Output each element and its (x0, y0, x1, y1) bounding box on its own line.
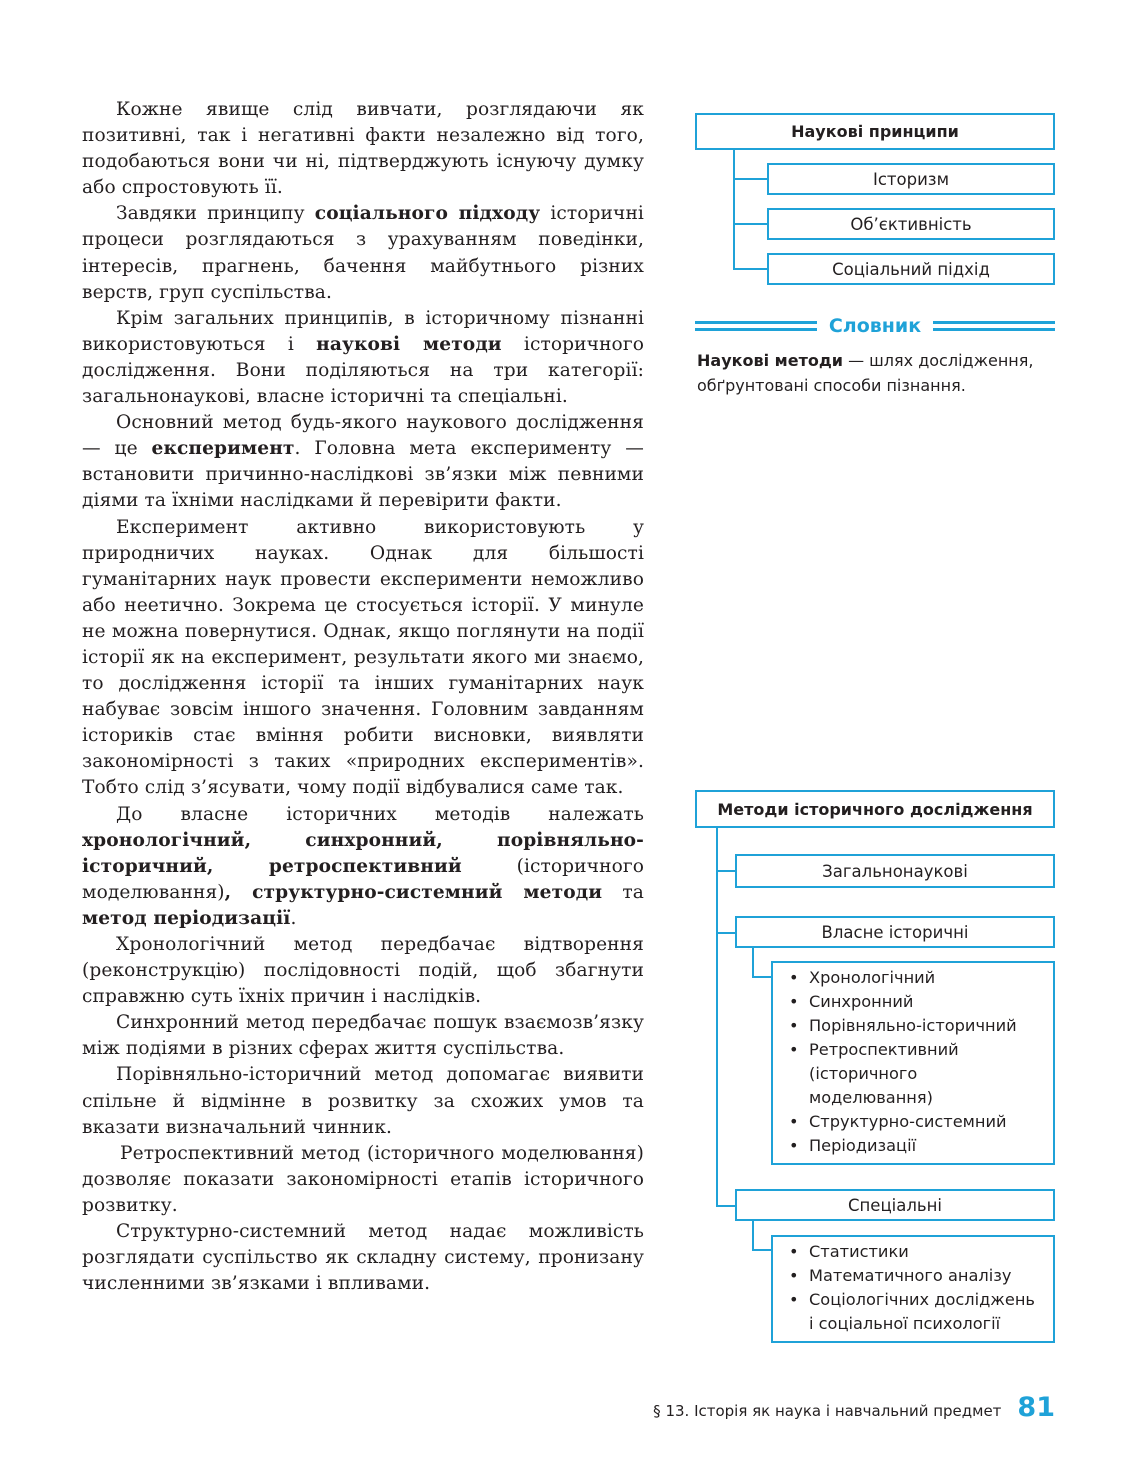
paragraph: Кожне явище слід вивчати, розглядаючи як позитивні, так і негативні факти незалежно від того, подобаються вони чи ні, підтверджують існуючу думку або спростовують її. (82, 99, 644, 199)
paragraph: Порівняльно-історичний метод допомагає виявити спільне й відмінне в розвитку за схожих умов та вказати визначальний чинник. (82, 1064, 644, 1138)
connector-line (733, 223, 768, 225)
dictionary-entry (697, 348, 1057, 398)
dictionary-stripes-right (933, 321, 1055, 331)
dictionary-header (695, 312, 1055, 340)
connector-line (716, 932, 736, 934)
list-item: • Ретроспективний (історичного моделювання) (787, 1038, 1045, 1110)
paragraph: Крім загальних принципів, в історичному пізнанні використовуються і наукові методи історичного дослідження. Вони поділяються на три категорії: загальнонаукові, власне історичні та спеціальні. (82, 307, 644, 408)
method-category-box (735, 916, 1055, 948)
method-category-box (735, 854, 1055, 888)
connector-line (716, 828, 718, 1207)
principle-box (767, 253, 1055, 285)
method-category-label: Власне історичні (821, 922, 969, 942)
list-item: • Соціологічних досліджень і соціальної психології (787, 1288, 1045, 1336)
list-item: • Хронологічний (787, 966, 1045, 990)
dictionary-definition: — шлях дослідження, обґрунтовані способи пізнання. (697, 351, 1034, 395)
principles-title-box (695, 113, 1055, 150)
list-item: • Синхронний (787, 990, 1045, 1014)
connector-line (733, 178, 768, 180)
paragraph: Ретроспективний метод (історичного моделювання) дозволяє показати закономірності етапів історичного розвитку. (82, 1142, 644, 1216)
connector-line (752, 1249, 772, 1251)
principle-box (767, 163, 1055, 195)
main-text-column (82, 97, 644, 1297)
page-number: 81 (1017, 1392, 1055, 1423)
page-footer (653, 1392, 1055, 1423)
methods-title-box (695, 790, 1055, 828)
paragraph: Завдяки принципу соціального підходу історичні процеси розглядаються з урахуванням поведінки, інтересів, прагнень, бачення майбутнього різних верств, груп суспільства. (82, 203, 644, 303)
list-item: • Порівняльно-історичний (787, 1014, 1045, 1038)
connector-line (716, 870, 736, 872)
dictionary-stripes-left (695, 321, 817, 331)
paragraph: Структурно-системний метод надає можливість розглядати суспільство як складну систему, пронизану численними зв’язками і впливами. (82, 1221, 644, 1295)
principle-label: Соціальний підхід (832, 259, 990, 279)
method-category-label: Загальнонаукові (822, 861, 968, 881)
connector-line (733, 150, 735, 270)
method-category-label: Спеціальні (847, 1195, 943, 1215)
dictionary-term: Наукові методи (697, 351, 843, 370)
special-methods-list (771, 1235, 1055, 1343)
list-item: • Статистики (787, 1240, 1045, 1264)
list-item: • Математичного аналізу (787, 1264, 1045, 1288)
connector-line (716, 1205, 736, 1207)
connector-line (752, 1221, 754, 1251)
connector-line (733, 268, 768, 270)
connector-line (752, 948, 754, 978)
method-category-box (735, 1189, 1055, 1221)
paragraph: Основний метод будь-якого наукового дослідження — це експеримент. Головна мета експерименту — встановити причинно-наслідкові зв’язки між певними діями та їхніми наслідками й перевірити факти. (82, 412, 644, 512)
connector-line (752, 976, 772, 978)
list-item: • Структурно-системний (787, 1110, 1045, 1134)
paragraph: Експеримент активно використовують у природничих науках. Однак для більшості гуманітарних наук провести експерименти неможливо або неетично. Зокрема це стосується історії. У минуле не можна повернутися. Однак, якщо поглянути на події історії як на експеримент, результати якого ми знаємо, то дослідження історії та інших гуманітарних наук набуває зовсім іншого значення. Головним завданням істориків стає вміння робити висновки, виявляти закономірності з таких «природних експериментів». Тобто слід з’ясувати, чому події відбувалися саме так. (82, 516, 644, 799)
principles-title: Наукові принципи (791, 122, 959, 141)
methods-title: Методи історичного дослідження (717, 799, 1033, 819)
section-title: § 13. Історія як наука і навчальний предмет (653, 1402, 1002, 1420)
paragraph: Хронологічний метод передбачає відтворення (реконструкцію) послідовності подій, щоб збагнути справжню суть їхніх причин і наслідків. (82, 934, 644, 1008)
paragraph: Синхронний метод передбачає пошук взаємозв’язку між подіями в різних сферах життя суспільства. (82, 1012, 644, 1060)
principle-label: Історизм (872, 169, 950, 189)
list-item: • Періодизації (787, 1134, 1045, 1158)
principle-box (767, 208, 1055, 240)
historical-methods-list (771, 961, 1055, 1165)
principle-label: Об’єктивність (850, 214, 972, 234)
paragraph: До власне історичних методів належать хронологічний, синхронний, порівняльно-історичний, ретроспективний (історичного моделювання), структурно-системний методи та метод періодизації. (82, 803, 644, 929)
dictionary-heading: Словник (828, 315, 922, 337)
